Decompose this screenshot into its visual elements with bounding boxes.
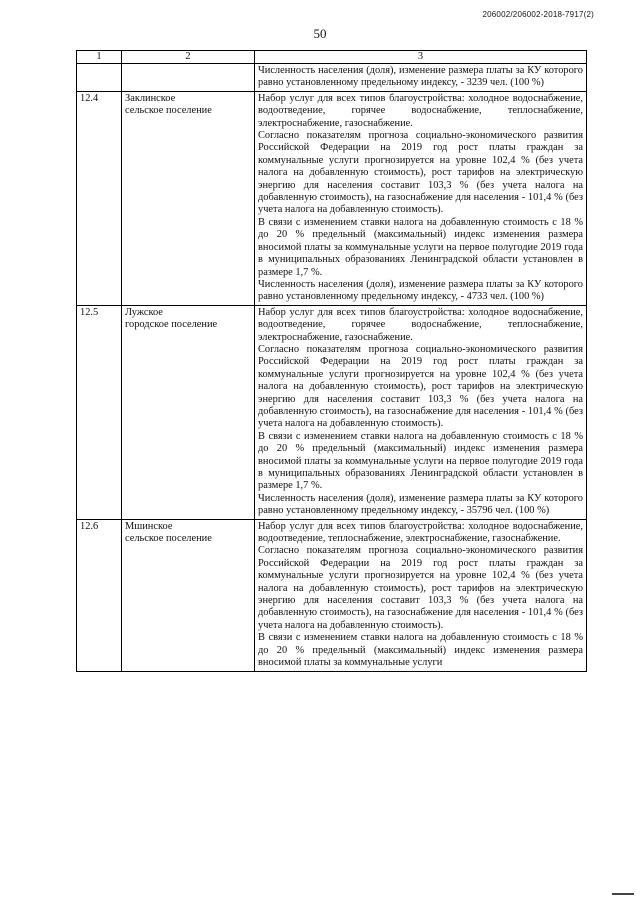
settlement-name-line2: городское поселение xyxy=(125,319,218,331)
row-description xyxy=(255,519,587,671)
settlement-name xyxy=(122,519,255,671)
population-paragraph: Численность населения (доля), изменение размера платы за КУ которого равно установленному предельному индексу, - 4733 чел. (100 %) xyxy=(258,278,583,303)
services-paragraph: Набор услуг для всех типов благоустройства: холодное водоснабжение, водоотведение, горячее водоснабжение, теплоснабжение, электроснабжение, газоснабжение. xyxy=(258,92,583,129)
table-row xyxy=(77,64,587,92)
vat-paragraph: В связи с изменением ставки налога на добавленную стоимость с 18 % до 20 % предельный (максимальный) индекс изменения размера вносимой платы за коммунальные услуги xyxy=(258,632,583,669)
settlement-name-line1: Заклинское xyxy=(125,92,176,104)
settlement-name xyxy=(122,64,255,92)
row-description xyxy=(255,64,587,92)
table-row xyxy=(77,519,587,671)
forecast-paragraph: Согласно показателям прогноза социально-экономического развития Российской Федерации на 2019 год рост платы граждан за коммунальные услуги прогнозируется на уровне 102,4 % (без учета налога на добавленную стоимость), рост тарифов на электрическую энергию для населения составит 103,3 % (без учета налога на добавленную стоимость), на газоснабжение для населения - 101,4 % (без учета налога на добавленную стоимость). xyxy=(258,545,583,631)
column-header-3: 3 xyxy=(255,51,587,64)
row-number: 12.4 xyxy=(77,91,122,305)
column-header-1: 1 xyxy=(77,51,122,64)
tariff-table xyxy=(76,50,587,672)
row-number: 12.6 xyxy=(77,519,122,671)
forecast-paragraph: Согласно показателям прогноза социально-экономического развития Российской Федерации на 2019 год рост платы граждан за коммунальные услуги прогнозируется на уровне 102,4 % (без учета налога на добавленную стоимость), рост тарифов на электрическую энергию для населения составит 103,3 % (без учета налога на добавленную стоимость), на газоснабжение для населения - 101,4 % (без учета налога на добавленную стоимость). xyxy=(258,130,583,216)
table-row xyxy=(77,91,587,305)
settlement-name-line2: сельское поселение xyxy=(125,533,212,545)
settlement-name-line1: Лужское xyxy=(125,306,163,318)
scan-mark xyxy=(612,893,634,895)
forecast-paragraph: Согласно показателям прогноза социально-экономического развития Российской Федерации на 2019 год рост платы граждан за коммунальные услуги прогнозируется на уровне 102,4 % (без учета налога на добавленную стоимость), рост тарифов на электрическую энергию для населения составит 103,3 % (без учета налога на добавленную стоимость), на газоснабжение для населения - 101,4 % (без учета налога на добавленную стоимость). xyxy=(258,343,583,430)
population-paragraph: Численность населения (доля), изменение размера платы за КУ которого равно установленному предельному индексу, - 35796 чел. (100 %) xyxy=(258,492,583,517)
row-description xyxy=(255,91,587,305)
vat-paragraph: В связи с изменением ставки налога на добавленную стоимость с 18 % до 20 % предельный (максимальный) индекс изменения размера вносимой платы за коммунальные услуги на первое полугодие 2019 года в муниципальных образованиях Ленинградской области установлен в размере 1,7 %. xyxy=(258,216,583,278)
settlement-name xyxy=(122,91,255,305)
row-number xyxy=(77,64,122,92)
services-paragraph: Набор услуг для всех типов благоустройства: холодное водоснабжение, водоотведение, теплоснабжение, электроснабжение, газоснабжение. xyxy=(258,520,583,545)
row-description xyxy=(255,305,587,519)
document-id: 206002/206002-2018-7917(2) xyxy=(482,10,594,19)
vat-paragraph: В связи с изменением ставки налога на добавленную стоимость с 18 % до 20 % предельный (максимальный) индекс изменения размера вносимой платы за коммунальные услуги на первое полугодие 2019 года в муниципальных образованиях Ленинградской области установлен в размере 1,7 %. xyxy=(258,430,583,492)
settlement-name-line1: Мшинское xyxy=(125,520,173,532)
services-paragraph: Набор услуг для всех типов благоустройства: холодное водоснабжение, водоотведение, горячее водоснабжение, теплоснабжение, электроснабжение, газоснабжение. xyxy=(258,306,583,343)
page-number: 50 xyxy=(313,26,327,41)
table-header-row xyxy=(77,51,587,64)
column-header-2: 2 xyxy=(122,51,255,64)
table-row xyxy=(77,305,587,519)
population-paragraph: Численность населения (доля), изменение размера платы за КУ которого равно установленному предельному индексу, - 3239 чел. (100 %) xyxy=(258,65,583,89)
settlement-name-line2: сельское поселение xyxy=(125,105,212,117)
settlement-name xyxy=(122,305,255,519)
row-number: 12.5 xyxy=(77,305,122,519)
